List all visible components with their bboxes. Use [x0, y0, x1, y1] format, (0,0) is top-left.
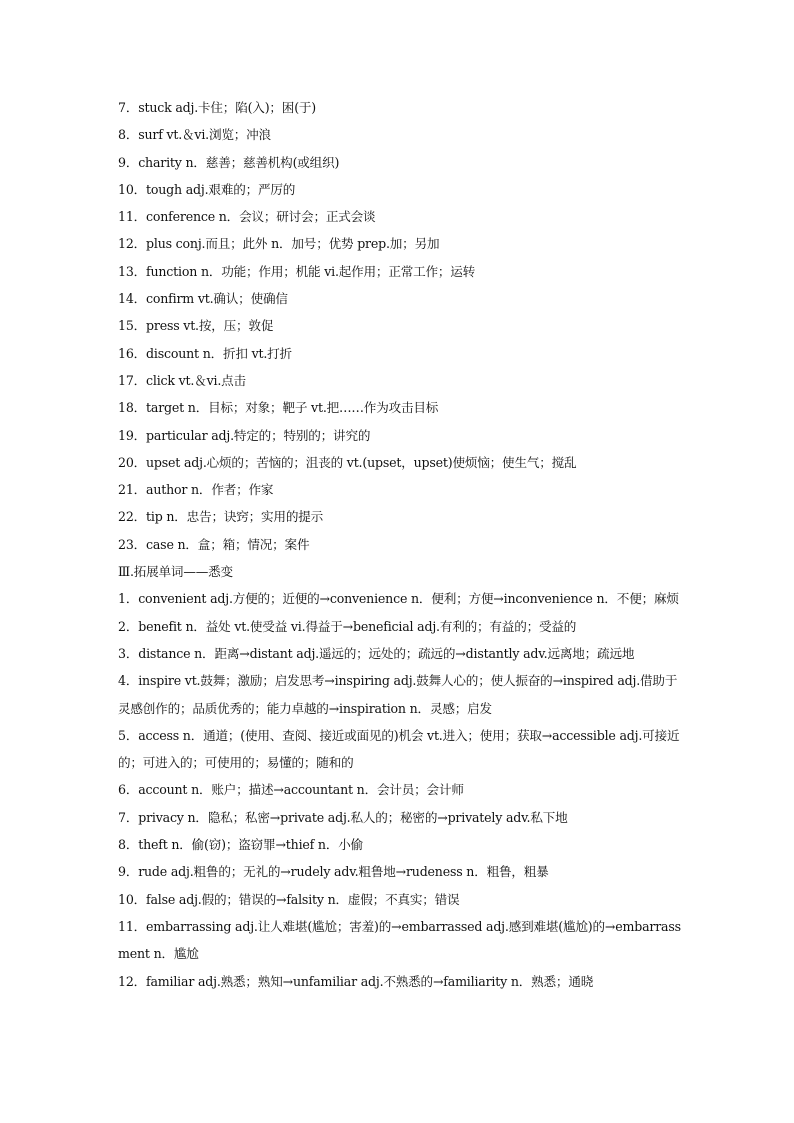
vocab-entry-15: 15．press vt.按，压；敦促: [118, 318, 274, 334]
vocab-entry-10: 10．tough adj.艰难的；严厉的: [118, 181, 296, 197]
vocab-entry-18: 18．target n．目标；对象；靶子 vt.把……作为攻击目标: [118, 400, 439, 416]
vocab-entry-12: 12．plus conj.而且；此外 n．加号；优势 prep.加；另加: [118, 236, 440, 252]
extended-entry-6: 6．account n．账户；描述→accountant n．会计员；会计师: [118, 782, 464, 798]
document-body: [118, 94, 684, 995]
vocab-entry-19: 19．particular adj.特定的；特别的；讲究的: [118, 427, 371, 443]
extended-entry-10: 10．false adj.假的；错误的→falsity n．虚假；不真实；错误: [118, 891, 460, 907]
vocab-entry-8: 8．surf vt.＆vi.浏览；冲浪: [118, 127, 271, 143]
vocab-entry-13: 13．function n．功能；作用；机能 vi.起作用；正常工作；运转: [118, 263, 476, 279]
extended-entry-7: 7．privacy n．隐私；私密→private adj.私人的；秘密的→privately adv.私下地: [118, 809, 568, 825]
vocab-entry-11: 11．conference n．会议；研讨会；正式会谈: [118, 209, 376, 225]
vocab-entry-23: 23．case n．盒；箱；情况；案件: [118, 536, 310, 552]
extended-entry-12: 12．familiar adj.熟悉；熟知→unfamiliar adj.不熟悉的→familiarity n．熟悉；通晓: [118, 973, 594, 989]
vocab-entry-17: 17．click vt.＆vi.点击: [118, 372, 246, 388]
vocab-entry-22: 22．tip n．忠告；诀窍；实用的提示: [118, 509, 324, 525]
extended-entry-8: 8．theft n．偷(窃)；盗窃罪→thief n．小偷: [118, 837, 364, 853]
vocab-entry-20: 20．upset adj.心烦的；苦恼的；沮丧的 vt.(upset，upset)使烦恼；使生气；搅乱: [118, 454, 577, 470]
extended-entry-11: 11．embarrassing adj.让人难堪(尴尬；害羞)的→embarrassed adj.感到难堪(尴尬)的→embarrassment n．尴尬: [118, 918, 681, 962]
extended-entry-5: 5．access n．通道；(使用、查阅、接近或面见的)机会 vt.进入；使用；获取→accessible adj.可接近的；可进入的；可使用的；易懂的；随和的: [118, 727, 680, 771]
section-heading: Ⅲ.拓展单词——悉变: [118, 564, 233, 580]
vocab-entry-14: 14．confirm vt.确认；使确信: [118, 291, 288, 307]
extended-entry-2: 2．benefit n．益处 vt.使受益 vi.得益于→beneficial adj.有利的；有益的；受益的: [118, 618, 577, 634]
extended-entry-1: 1．convenient adj.方便的；近便的→convenience n．便利；方便→inconvenience n．不便；麻烦: [118, 591, 679, 607]
extended-entry-4: 4．inspire vt.鼓舞；激励；启发思考→inspiring adj.鼓舞人心的；使人振奋的→inspired adj.借助于灵感创作的；品质优秀的；能力卓越的→inspiration n．灵感；启发: [118, 673, 678, 716]
vocab-entry-16: 16．discount n．折扣 vt.打折: [118, 345, 292, 361]
vocab-entry-21: 21．author n．作者；作家: [118, 482, 274, 498]
vocab-entry-7: 7．stuck adj.卡住；陷(入)；困(于): [118, 100, 317, 115]
extended-entry-3: 3．distance n．距离→distant adj.遥远的；远处的；疏远的→distantly adv.远离地；疏远地: [118, 645, 635, 661]
vocab-entry-9: 9．charity n．慈善；慈善机构(或组织): [118, 154, 340, 170]
extended-entry-9: 9．rude adj.粗鲁的；无礼的→rudely adv.粗鲁地→rudeness n．粗鲁，粗暴: [118, 864, 549, 880]
